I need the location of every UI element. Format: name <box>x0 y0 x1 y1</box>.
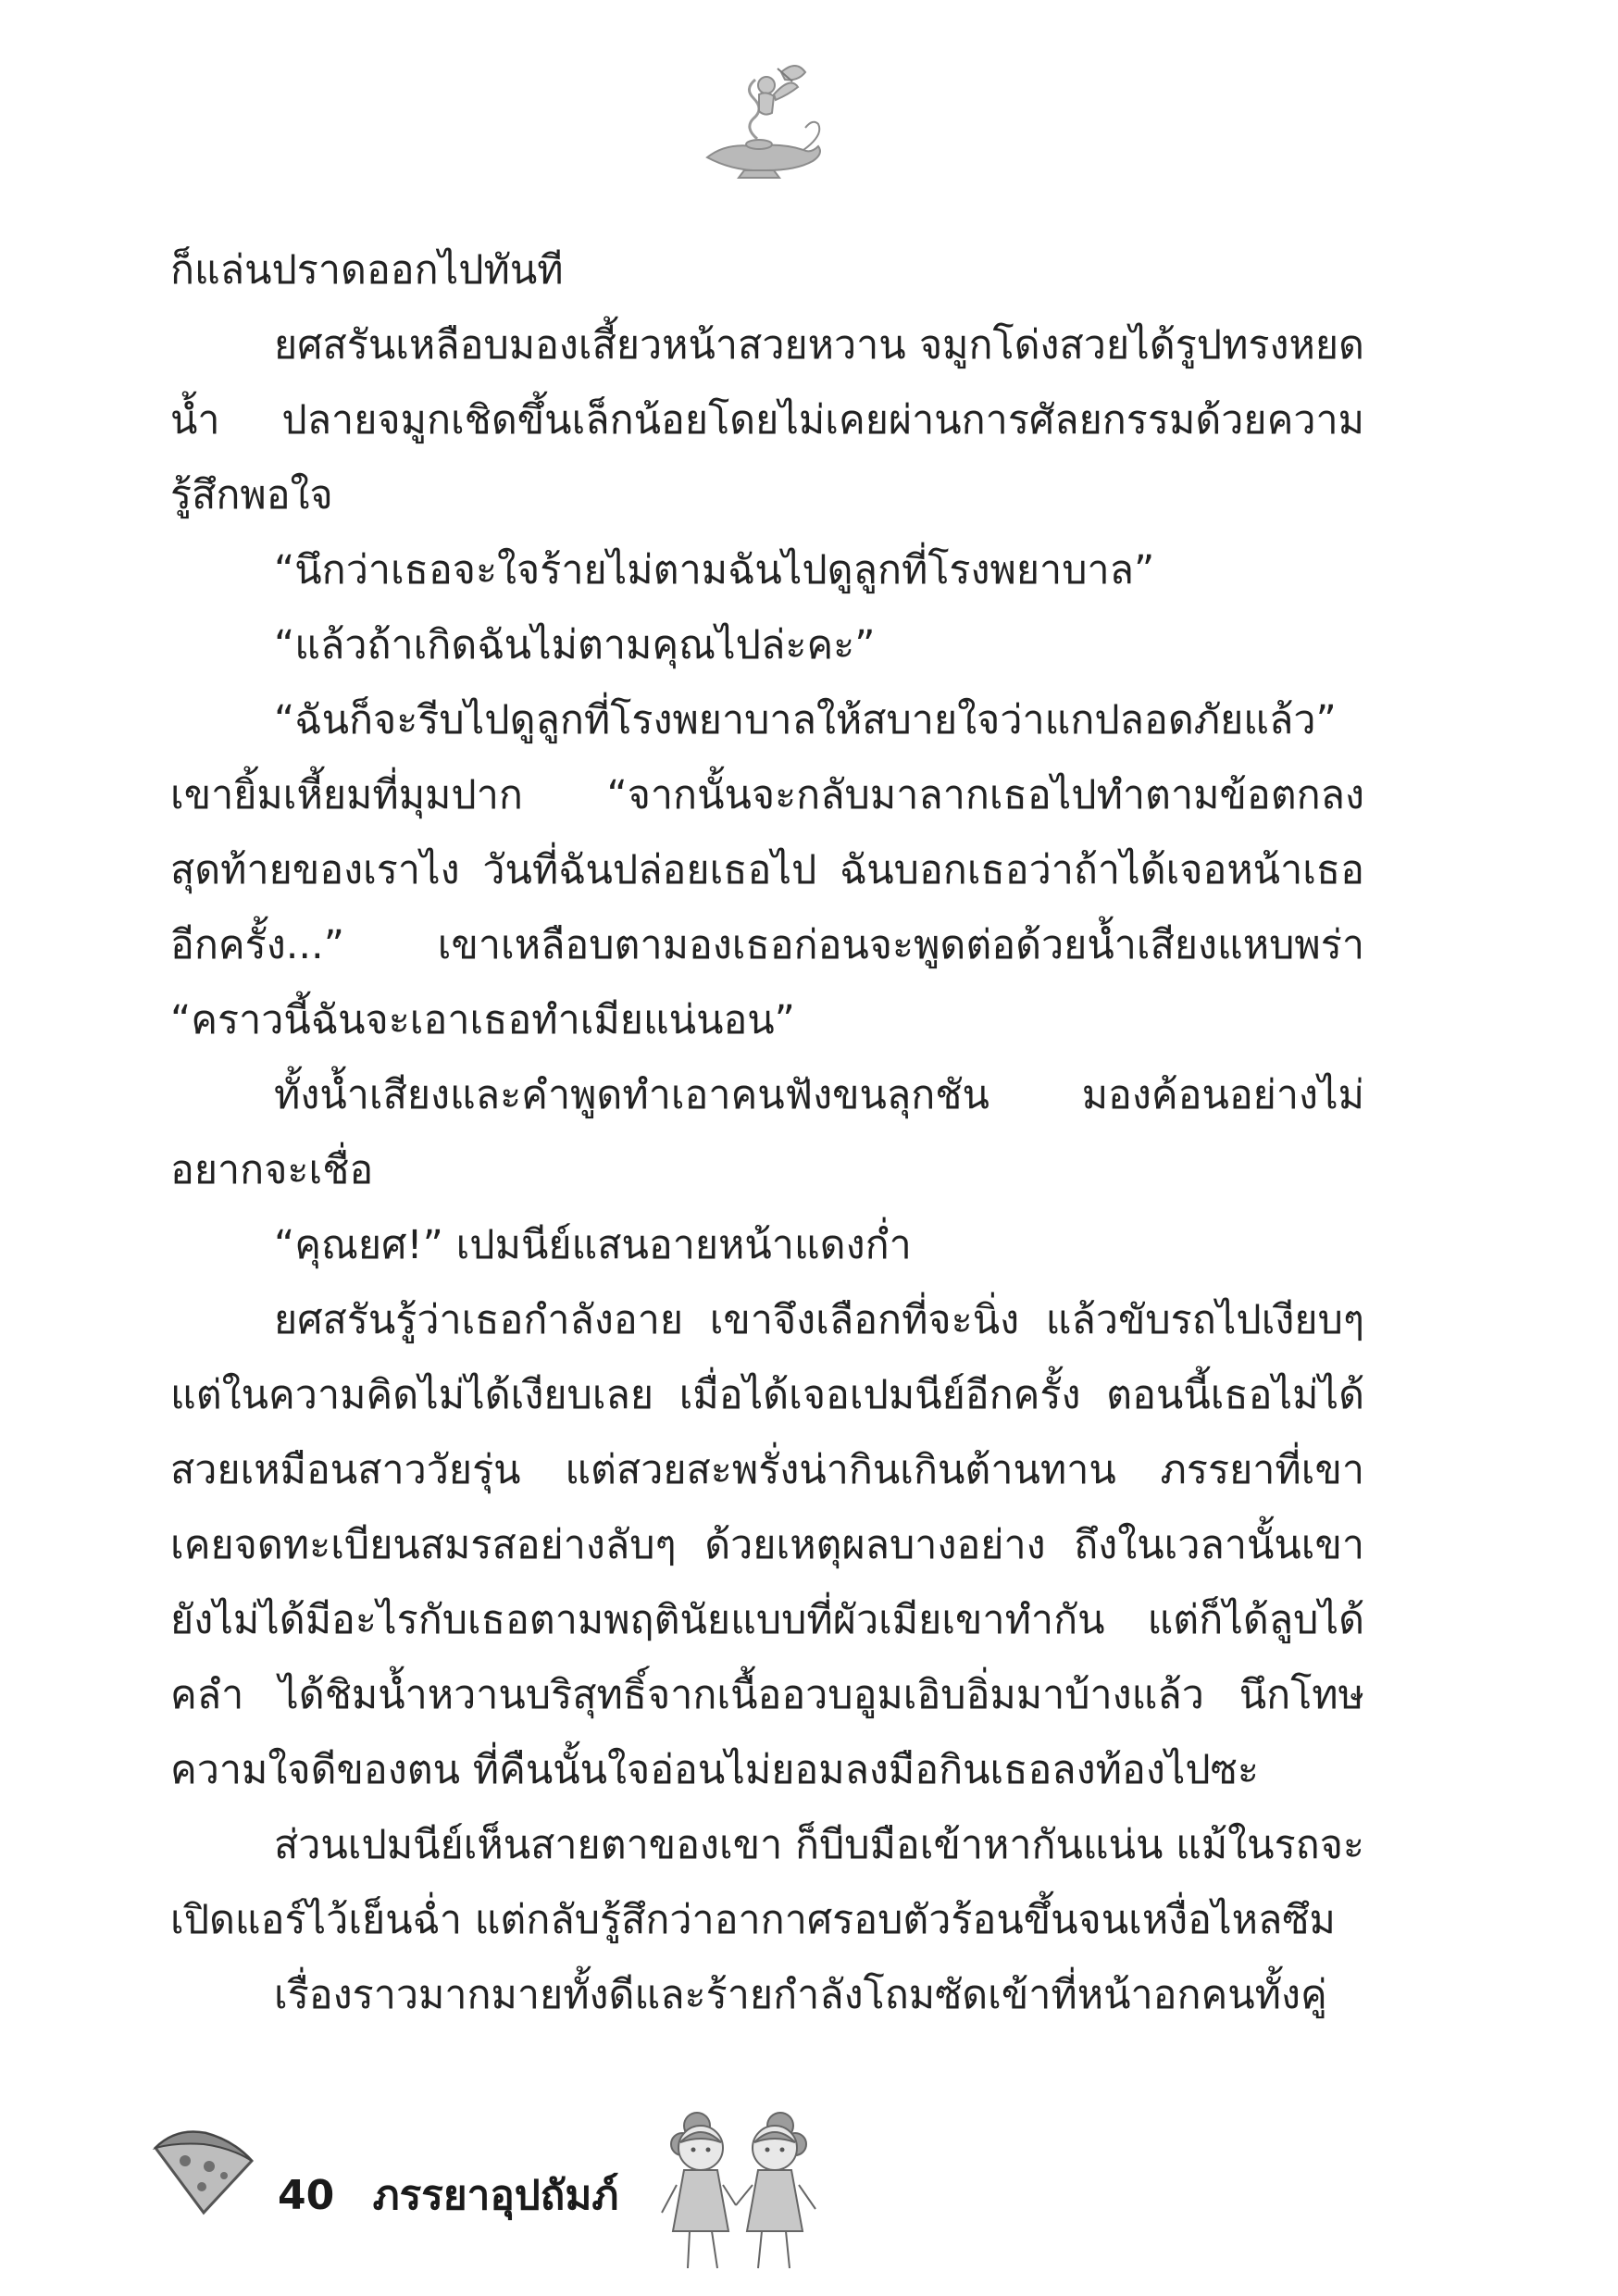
page-footer <box>148 2102 889 2287</box>
paragraph: ทั้งน้ำเสียงและคำพูดทำเอาคนฟังขนลุกชัน มองค้อนอย่างไม่อยากจะเชื่อ <box>170 1072 1364 1193</box>
paragraph: ส่วนเปมนีย์เห็นสายตาของเขา ก็บีบมือเข้าหากันแน่น แม้ในรถจะเปิดแอร์ไว้เย็นฉ่ำ แต่กลับรู้สึกว่าอากาศรอบตัวร้อนขึ้นจนเหงื่อไหลซึม <box>170 1822 1364 1943</box>
paragraph: “นึกว่าเธอจะใจร้ายไม่ตามฉันไปดูลูกที่โรงพยาบาล” <box>274 547 1155 593</box>
page-folio <box>278 2163 618 2227</box>
paragraph: “ฉันก็จะรีบไปดูลูกที่โรงพยาบาลให้สบายใจว่าแกปลอดภัยแล้ว” เขายิ้มเหี้ยมที่มุมปาก “จากนั้นจะกลับมาลากเธอไปทำตามข้อตกลงสุดท้ายของเราไง วันที่ฉันปล่อยเธอไป ฉันบอกเธอว่าถ้าได้เจอหน้าเธออีกครั้ง...” เขาเหลือบตามองเธอก่อนจะพูดต่อด้วยน้ำเสียงแหบพร่า “คราวนี้ฉันจะเอาเธอทำเมียแน่นอน” <box>170 697 1364 1043</box>
paragraph: ยศสรันรู้ว่าเธอกำลังอาย เขาจึงเลือกที่จะนิ่ง แล้วขับรถไปเงียบๆ แต่ในความคิดไม่ได้เงียบเลย เมื่อได้เจอเปมนีย์อีกครั้ง ตอนนี้เธอไม่ได้สวยเหมือนสาววัยรุ่น แต่สวยสะพรั่งน่ากินเกินต้านทาน ภรรยาที่เขาเคยจดทะเบียนสมรสอย่างลับๆ ด้วยเหตุผลบางอย่าง ถึงในเวลานั้นเขายังไม่ได้มีอะไรกับเธอตามพฤตินัยแบบที่ผัวเมียเขาทำกัน แต่ก็ได้ลูบได้คลำ ได้ชิมน้ำหวานบริสุทธิ์จากเนื้ออวบอูมเอิบอิ่มมาบ้างแล้ว นึกโทษความใจดีของตน ที่คืนนั้นใจอ่อนไม่ยอมลงมือกินเธอลงท้องไปซะ <box>170 1297 1364 1793</box>
paragraph: เรื่องราวมากมายทั้งดีและร้ายกำลังโถมซัดเข้าที่หน้าอกคนทั้งคู่ <box>274 1972 1327 2018</box>
paragraph: “คุณยศ!” เปมนีย์แสนอายหน้าแดงก่ำ <box>274 1222 912 1268</box>
paragraph: “แล้วถ้าเกิดฉันไม่ตามคุณไปล่ะคะ” <box>274 622 876 668</box>
book-title: ภรรยาอุปถัมภ์ <box>372 2172 619 2219</box>
paragraph: ยศสรันเหลือบมองเสี้ยวหน้าสวยหวาน จมูกโด่งสวยได้รูปทรงหยดน้ำ ปลายจมูกเชิดขึ้นเล็กน้อยโดยไม่เคยผ่านการศัลยกรรมด้วยความรู้สึกพอใจ <box>170 322 1364 518</box>
page-number: 40 <box>278 2172 335 2219</box>
chapter-body-text <box>170 233 1364 2033</box>
pizza-slice-icon <box>148 2120 259 2222</box>
twin-girls-icon <box>643 2102 828 2287</box>
paragraph: ก็แล่นปราดออกไปทันที <box>170 247 564 293</box>
cupid-genie-lamp-icon <box>689 54 828 183</box>
